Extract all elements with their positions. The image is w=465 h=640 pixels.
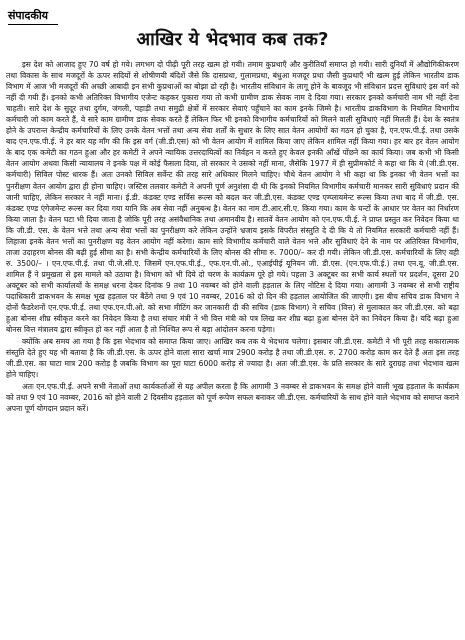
article-paragraph: क्योंकि अब समय आ गया है कि इस भेदभाव को समाप्त किया जाए। आखिर कब तक ये भेदभाव चलेगा। इसबार जी.डी.एस. कमेटी ने भी पूरी तरह सकारात्मक संस्तुति देते हुए यह भी बताया है कि जी.डी.एस. के ऊपर होने वाला सारा खर्चा मात्र 2900 करोड़ है तथा जी.डी.एस. रु. 2700 करोड़ काम कर देते हैं अतः इस तरह जी.डी.एस. का घाटा मात्र 200 करोड़ है जबकि विभाग का पूरा घाटा 6000 करोड़ से ज्यादा है। अतः जी.डी.एस. के प्रति सरकार के सारे दुराग्रह तथा भेदभाव खत्म होने चाहिए। [6, 337, 459, 380]
article-paragraph: इस देश को आजाद हुए 70 वर्ष हो गये। लगभग दो पीढ़ी पूरी तरह खत्म हो गयी। तमाम कुप्रथाएँ और कुरीतियाँ समाप्त हो गयी। सारी दुनियाँ में औद्योगिकीकरण तथा विकास के साथ मजदूरों के ऊपर सदियों से शोषीणयी बंदिशें जैसे कि दासप्रथा, गुलामप्रथा, बंधुआ मजदूर प्रथा जैसी कुप्रथाएँ भी खत्म हुई लेकिन भारतीय डाक विभाग में आज भी मजदूरों की अच्छी आबादी इन सभी कुप्रथाओं का बोझा ढो रही है। भारतीय संविधान के लागू होने के बावजूद भी संविधान प्रदत्त सुविधाएं इस वर्ग को नहीं दी गयी हैं। इनको कभी अतिरिक्त विभागीय एजेन्ट कहकर पुकारा गया तो कभी ग्रामीण डाक सेवक नाम दे दिया गया। सरकार इनको कर्मचारी नाम भी नहीं देना चाहती। सारे देश के सुदूर तथा दुर्गम, जंगली, पहाड़ी तथा समुद्री क्षेत्रों में सरकार सेवाएं पहुँचाने का काम इनके जिम्मे है। भारतीय डाकविभाग के नियमित विभागीय कर्मचारी जो काम करते हैं, वे सारे काम ग्रामीण डाक सेवक करते हैं लेकिन फिर भी इनको विभागीय कर्मचारियों को मिलने वाली सुविधाएं नहीं मिलती हैं। देश के स्वतंत्र होने के उपरान्त केन्द्रीय कर्मचारियों के लिए उनके वेतन भत्तों तथा अन्य सेवा शर्तों के सुधार के लिए सात वेतन आयोगों का गठन हो चुका है, एन.एफ.पी.ई. तथा उसके बाद एन.एफ.पी.ई. ने हर बार यह माँग की कि इस वर्ग (जी.डी.एस) को भी वेतन आयोग में शामिल किया जाए लेकिन शामिल नहीं किया गया। हर बार हर वेतन आयोग के बाद एक कमेटी का गठन हुआ और हर कमेटी ने अपने न्यायिक उत्तरदायित्वों का निर्वहन न करते हुए केवल इनकी आँखें पोंछने का कार्य किया। जब कभी भी किसी वेतन आयोग अथवा किसी न्यायालय ने इनके पक्ष में कोई फैसला दिया, तो सरकार ने उसको नहीं माना, जैसेकि 1977 में ही सुप्रीमकोर्ट ने कहा था कि ये (जी.डी.एस. कर्मचारी) सिविल पोस्ट धारक हैं। अतः उनको सिविल सर्वेन्ट की तरह सारे अधिकार मिलने चाहिए। चौथे वेतन आयोग ने भी कहा था कि इनका भी वेतन भत्तों का पुनरीक्षण वेतन आयोग द्वारा ही होना चाहिए। जस्टिस तलवार कमेटी ने अपनी पूर्ण अनुशंसा दी थी कि इनको नियमित विभागीय कर्मचारी मानकर सारी सुविधाएं प्रदान की जानी चाहिए, लेकिन सरकार ने नहीं माना। ई.डी. कंडक्ट एण्ड सर्विस रूल्स को बदल कर जी.डी.एस. कंडक्ट एण्ड एम्प्लायमेन्ट रूल्स किया तथा बाद में जी.डी. एस. कंडक्ट एण्ड एंगेजमेन्ट रूल्स कर दिया गया यानि कि अब सेवा नहीं अनुबन्ध है। वेतन का नाम टी.आर.सी.ए. किया गया। काम के घन्टों के आधार पर वेतन का निर्धारण किया जाता है। वेतन घटा भी दिया जाता है जोकि पूरी तरह असंवैधानिक तथा अमानवीय है। सातवें वेतन आयोग को एन.एफ.पी.ई. ने प्राप्त प्रस्तुत कर निवेदन किया था कि जी.डी. एस. के वेतन भत्ते तथा अन्य सेवा भत्तों का पुनरीक्षण करे लेकिन उन्होंने भ्रजाय इसके विपरीत संस्तुति दे दी कि ये तो नियमित सरकारी कर्मचारी नहीं हैं। लिहाजा इनके वेतन भत्तों का पुनरीक्षण यह वेतन आयोग नहीं करेगा। काम सारे विभागीय कर्मचारी वाले वेतन भत्ते और सुविधाएं देने के नाम पर अतिरिक्त विभागीय, ताजा उदाहरण बोनस की बढ़ी हुई सीमा का है। सभी केन्द्रीय कर्मचारियों के लिए बोनस की सीमा रु. 7000/– कर दी गयी। लेकिन जी.डी.एस. कर्मचारियों के लिए वही रु. 3500/– । एन.एफ.पी.ई. तथा पी.जे.सी.ए. जिसमें एन.एफ.पी.ई., एफ.एन.पी.ओ., एआईपीई यूनियन जी. डी.एस. (एन.एफ.पी.ई.) तथा एन.यू. जी.डी.एस. शामिल हैं ने प्रमुखता से इस मामले को उठाया है। विभाग को भी दिये दो चरण के कार्यक्रम पूरे हो गये। पहला 3 अक्टूबर का सभी कार्य स्थलों पर प्रदर्शन, दूसरा 20 अक्टूबर को सभी कार्यालयों के समक्ष धरना देकर दिनांक 9 तथा 10 नवम्बर को होने वाली हड़ताल के लिए नोटिस दे दिया गया। आगामी 3 नवम्बर से सभी राष्ट्रीय पदाधिकारी डाकभवन के समक्ष भूख हड़ताल पर बैठेंगे तथा 9 एवं 10 नवम्बर, 2016 को दो दिन की हड़ताल आयोजित की जाएगी। इस बीच सचिव डाक विभाग ने दोनों फैडरेशनों एन.एफ.पी.ई. तथा एफ.एन.पी.ओ. को सभा मीटिंग कर जानकारी दी की सचिव (डाक विभाग) ने सचिव (वित्त) से मुलाकात कर जी.डी.एस. को बढ़ा हुआ बोनस शीघ्र स्वीकृत करने का निवेदन किया है तथा संचार मंत्री ने भी वित्त मंत्री को पत्र लिख कर शीघ्र बढ़ा हुआ बोनस देने का निवेदन किया है। यदि बढ़ा हुआ बोनस वित्त मंत्रालय द्वारा स्वीकृत हो कर नहीं आता है तो निश्चित रूप से बड़ा आंदोलन करना पड़ेगा। [6, 60, 459, 335]
article-body [6, 59, 459, 415]
article-paragraph: अतः एन.एफ.पी.ई. अपने सभी नेताओं तथा कार्यकर्ताओं से यह अपील करता है कि आगामी 3 नवम्बर से डाकभवन के समक्ष होने वाली भूख हड़ताल के कार्यक्रम को तथा 9 एवं 10 नवम्बर, 2016 को होने वाली 2 दिवसीय हड़ताल को पूर्ण रूपेण सफल बनाकर जी.डी.एस. कर्मचारियों के साथ होने वाले भेदभाव को समाप्त कराने अपना पूर्ण योगदान प्रदान करें। [6, 382, 459, 414]
headline: आखिर ये भेदभाव कब तक? [136, 29, 329, 50]
section-label: संपादकीय [8, 8, 58, 25]
